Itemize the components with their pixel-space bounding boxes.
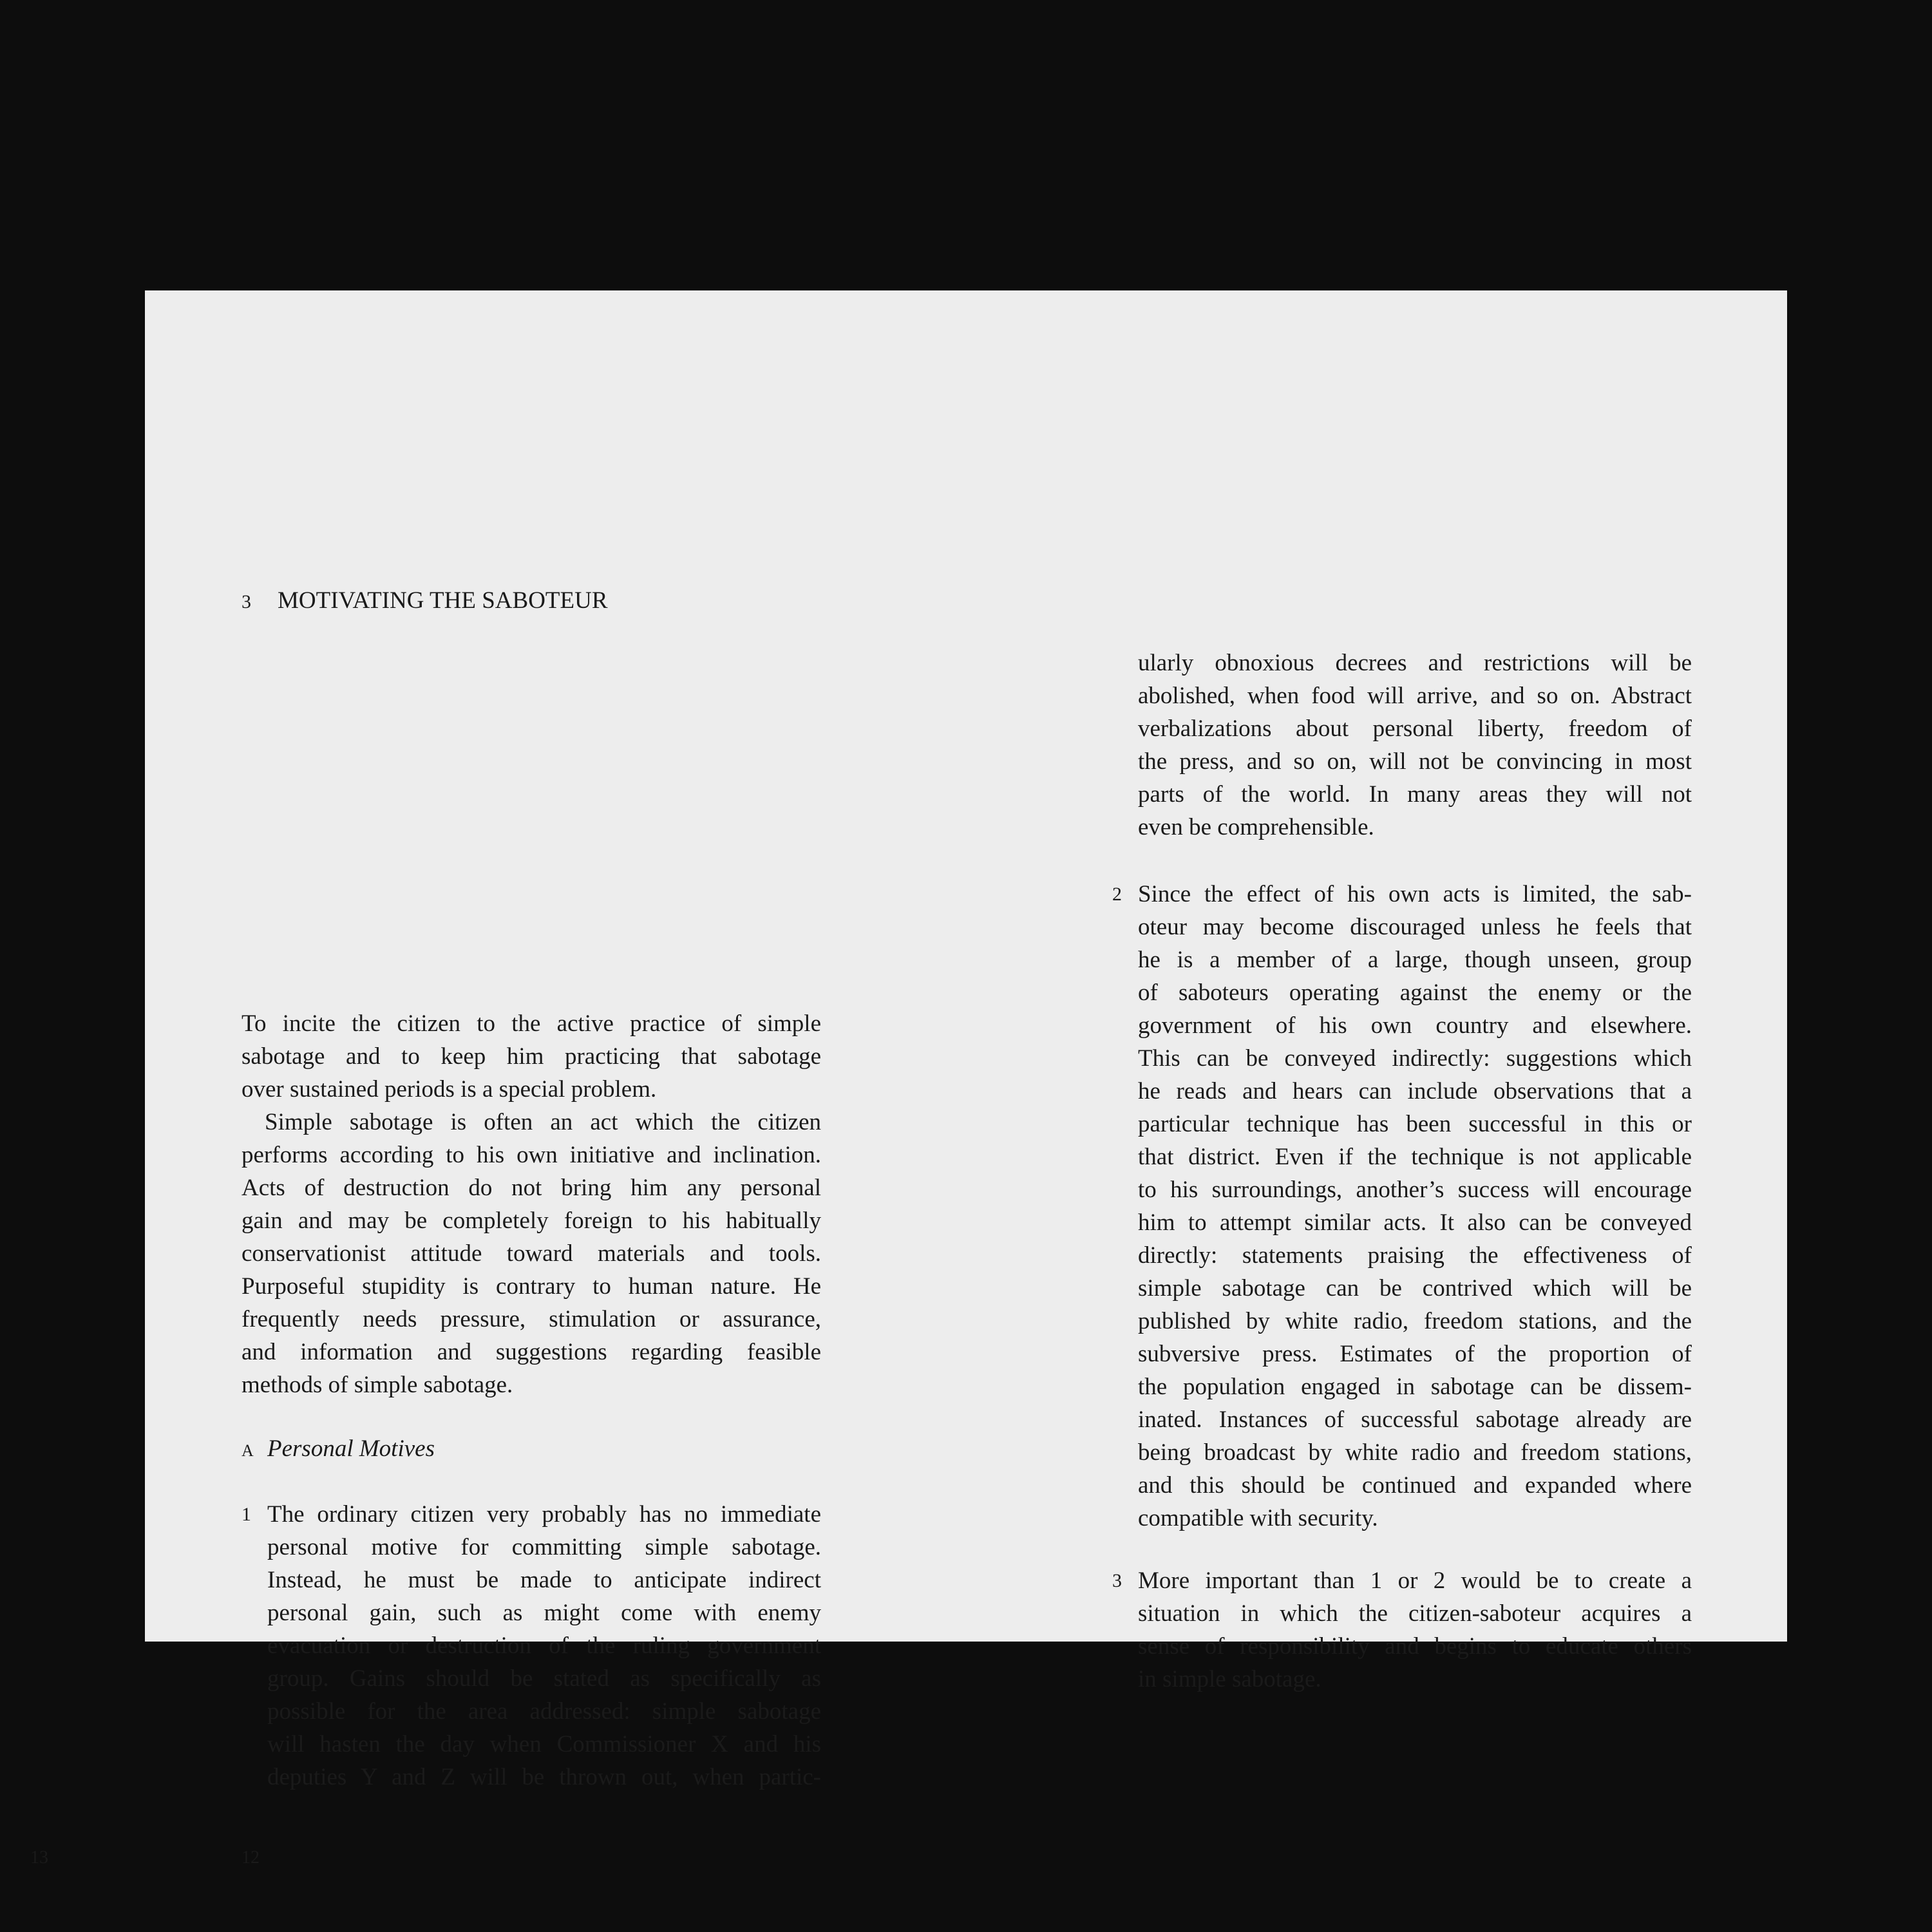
section-letter: A [242, 1441, 254, 1460]
text-line: compatible with security. [1138, 1505, 1378, 1531]
text-line: ularly obnoxious decrees and restrictions will be [1138, 650, 1692, 676]
text-line: Acts of destruction do not bring him any personal [242, 1175, 821, 1201]
text-line: the press, and so on, will not be convincing in most [1138, 748, 1692, 775]
numbered-item-3 [1112, 1564, 1692, 1696]
intro-text [242, 1007, 821, 1401]
chapter-title: MOTIVATING THE SABOTEUR [278, 587, 608, 614]
text-line: oteur may become discouraged unless he feels that [1138, 914, 1692, 940]
text-line: inated. Instances of successful sabotage already are [1138, 1406, 1692, 1433]
chapter-heading [242, 584, 608, 618]
text-line: performs according to his own initiative and inclination. [242, 1142, 821, 1168]
text-line: verbalizations about personal liberty, freedom of [1138, 715, 1692, 742]
text-line: possible for the area addressed: simple sabotage [267, 1698, 821, 1725]
text-line: him to attempt similar acts. It also can be conveyed [1138, 1209, 1692, 1236]
text-line: and this should be continued and expanded where [1138, 1472, 1692, 1499]
text-line: This can be conveyed indirectly: suggestions which [1138, 1045, 1692, 1072]
text-line: Instead, he must be made to anticipate indirect [267, 1567, 821, 1593]
text-line: The ordinary citizen very probably has no immediate [267, 1501, 821, 1528]
text-line: particular technique has been successful in this or [1138, 1111, 1692, 1137]
text-line: personal motive for committing simple sabotage. [267, 1534, 821, 1560]
text-line: evacuation or destruction of the ruling government [267, 1633, 821, 1659]
numbered-item-2 [1112, 878, 1692, 1535]
item-text [267, 1498, 821, 1794]
text-line: gain and may be completely foreign to his habitually [242, 1208, 821, 1234]
text-line: simple sabotage can be contrived which will be [1138, 1275, 1692, 1302]
text-line: he reads and hears can include observations that a [1138, 1078, 1692, 1104]
text-line: abolished, when food will arrive, and so on. Abstract [1138, 683, 1692, 709]
text-line: Simple sabotage is often an act which the citizen [265, 1109, 821, 1135]
text-line: and information and suggestions regarding feasible [242, 1339, 821, 1365]
text-line: published by white radio, freedom stations, and the [1138, 1308, 1692, 1334]
book-spread [30, 290, 1787, 1868]
text-line: even be comprehensible. [1138, 814, 1374, 840]
text-line: situation in which the citizen-saboteur acquires a [1138, 1600, 1692, 1627]
continued-text [1138, 647, 1692, 844]
text-line: sabotage and to keep him practicing that sabotage [242, 1043, 821, 1070]
text-line: subversive press. Estimates of the proportion of [1138, 1341, 1692, 1367]
text-line: in simple sabotage. [1138, 1666, 1321, 1692]
text-line: will hasten the day when Commissioner X and his [267, 1731, 821, 1757]
section-title: Personal Motives [267, 1435, 435, 1462]
page-number-left: 12 [242, 1848, 260, 1868]
chapter-number: 3 [242, 591, 251, 612]
text-line: directly: statements praising the effectiveness of [1138, 1242, 1692, 1269]
text-line: over sustained periods is a special problem. [242, 1076, 657, 1103]
numbered-item-1 [242, 1498, 821, 1794]
text-line: he is a member of a large, though unseen, group [1138, 947, 1692, 973]
text-line: to his surroundings, another’s success will encourage [1138, 1177, 1692, 1203]
text-line: parts of the world. In many areas they will not [1138, 781, 1692, 808]
text-line: government of his own country and elsewhere. [1138, 1012, 1692, 1039]
text-line: methods of simple sabotage. [242, 1372, 513, 1398]
text-line: the population engaged in sabotage can be dissem- [1138, 1374, 1692, 1400]
left-page [145, 290, 966, 1868]
text-line: being broadcast by white radio and freedom stations, [1138, 1439, 1692, 1466]
item-number: 3 [1112, 1570, 1122, 1591]
text-line: that district. Even if the technique is not applicable [1138, 1144, 1692, 1170]
section-heading [242, 1432, 435, 1467]
text-line: sense of responsibility and begins to educate others [1138, 1633, 1692, 1660]
text-line: Purposeful stupidity is contrary to human nature. He [242, 1273, 821, 1300]
text-line: conservationist attitude toward materials and tools. [242, 1240, 821, 1267]
text-line: To incite the citizen to the active practice of simple [242, 1010, 821, 1037]
item-number: 2 [1112, 884, 1122, 905]
text-line: group. Gains should be stated as specifically as [267, 1665, 821, 1692]
item-number: 1 [242, 1504, 251, 1525]
item-text [1138, 878, 1692, 1535]
text-line: More important than 1 or 2 would be to create a [1138, 1567, 1692, 1594]
text-line: Since the effect of his own acts is limited, the sab- [1138, 881, 1692, 907]
text-line: of saboteurs operating against the enemy or the [1138, 980, 1692, 1006]
text-line: personal gain, such as might come with enemy [267, 1600, 821, 1626]
item-text [1138, 1564, 1692, 1696]
text-line: frequently needs pressure, stimulation or assurance, [242, 1306, 821, 1332]
page-number-right: 13 [30, 1848, 48, 1868]
text-line: deputies Y and Z will be thrown out, when partic- [267, 1764, 821, 1790]
